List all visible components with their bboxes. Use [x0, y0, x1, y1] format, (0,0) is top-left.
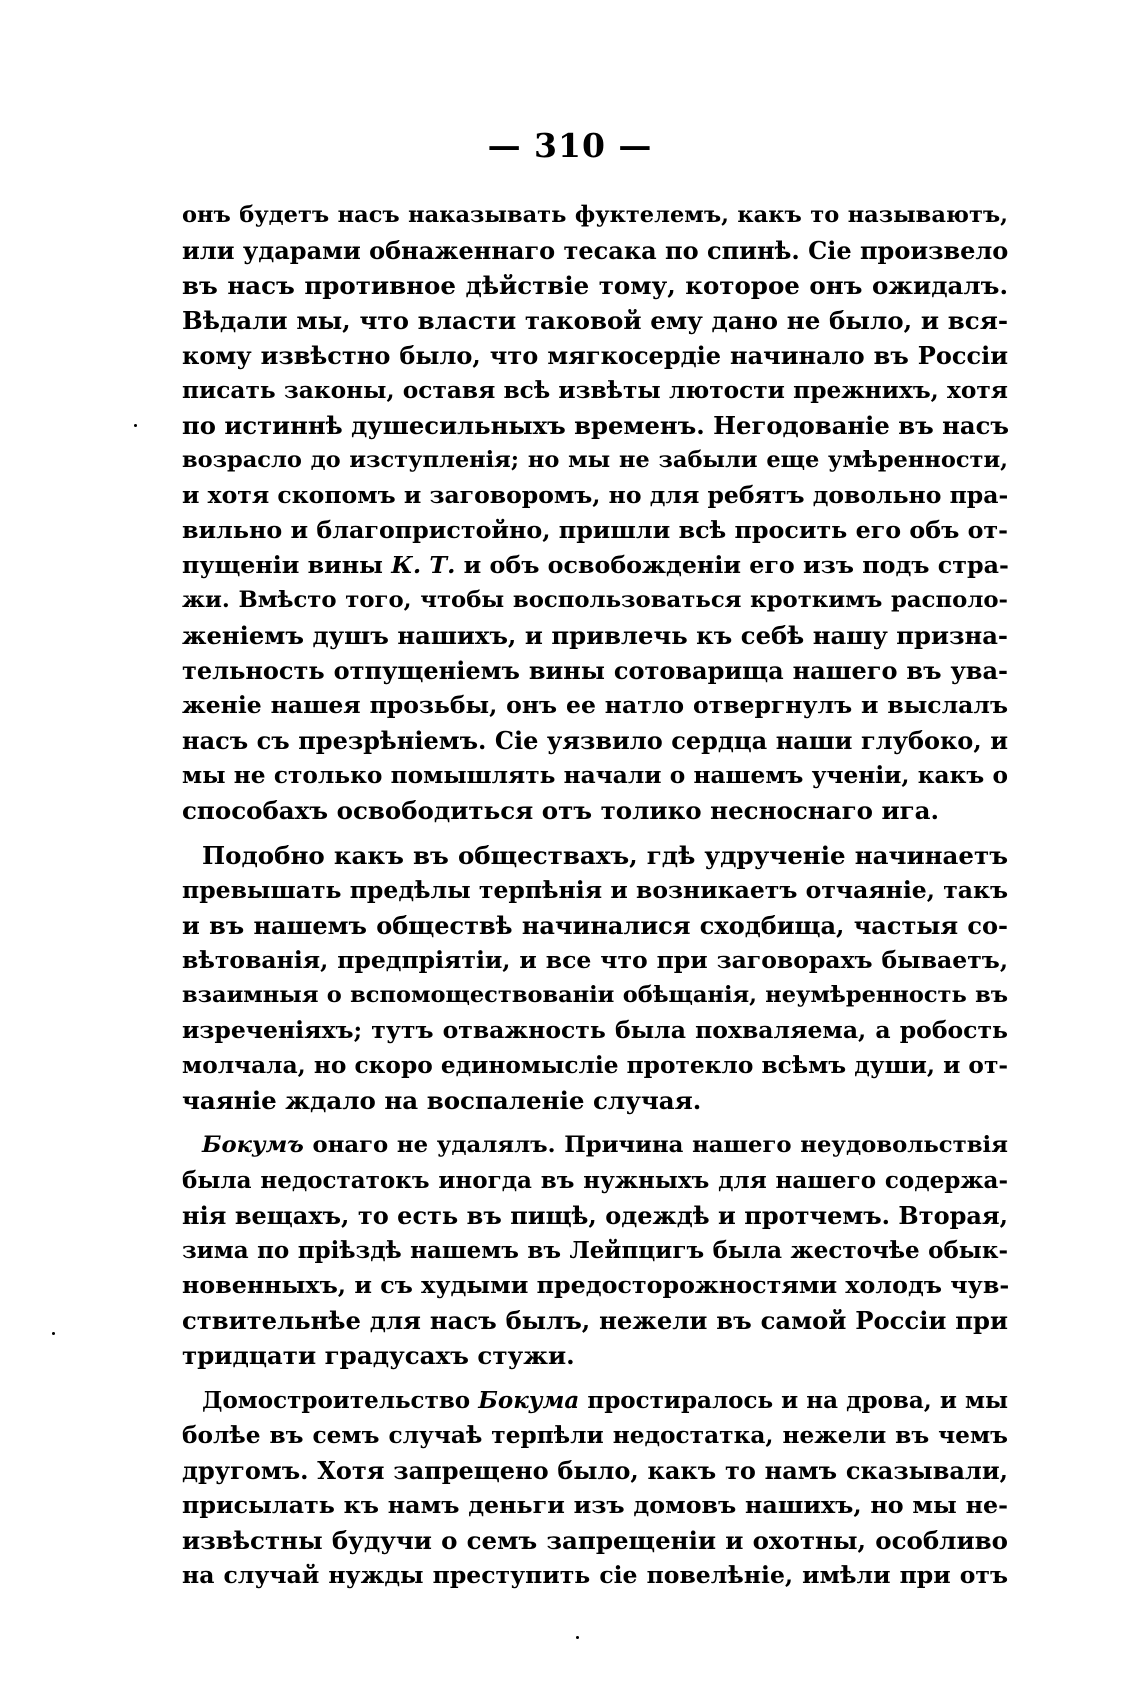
- text-line: вѣтованія, предпріятіи, и все что при заговорахъ бываетъ,: [182, 946, 1008, 974]
- text-line: была недостатокъ иногда въ нужныхъ для нашего содержа-: [182, 1167, 1008, 1194]
- text-line: Подобно какъ въ обществахъ, гдѣ удрученіе начинаетъ: [202, 841, 1008, 870]
- name-italic: Бокумъ: [202, 1132, 304, 1158]
- text-line: чаяніе ждало на воспаленіе случая.: [182, 1086, 702, 1115]
- text-line: присылать къ намъ деньги изъ домовъ нашихъ, но мы не-: [182, 1491, 1008, 1519]
- text-line: извѣстны будучи о семъ запрещеніи и охотны, особливо: [182, 1526, 1008, 1555]
- text-line: [182, 1128, 1008, 1163]
- text-segment: Домостроительство: [202, 1387, 479, 1414]
- text-line: зима по пріѣздѣ нашемъ въ Лейпцигъ была жесточѣе обык-: [182, 1237, 1008, 1264]
- text-line: [182, 548, 1008, 583]
- body-text: [182, 198, 1008, 1593]
- print-speck: [576, 1636, 579, 1639]
- text-line: вильно и благопристойно, пришли всѣ просить его объ от-: [182, 516, 1008, 544]
- text-line: и въ нашемъ обществѣ начиналися сходбища, частыя со-: [182, 911, 1008, 940]
- text-line: ствительнѣе для насъ былъ, нежели въ самой Россіи при: [182, 1306, 1008, 1335]
- paragraph-4: [182, 1383, 1008, 1593]
- text-line: нія вещахъ, то есть въ пищѣ, одеждѣ и протчемъ. Вторая,: [182, 1201, 1008, 1230]
- text-line: взаимныя о вспомоществованіи обѣщанія, неумѣренность въ: [182, 982, 1008, 1008]
- text-line: способахъ освободиться отъ толико несноснаго ига.: [182, 796, 940, 825]
- text-line: превышать предѣлы терпѣнія и возникаетъ отчаяніе, такъ: [182, 876, 1008, 904]
- text-line: Вѣдали мы, что власти таковой ему дано не было, и вся-: [182, 306, 1008, 335]
- text-line: тельность отпущеніемъ вины сотоварища нашего въ ува-: [182, 656, 1008, 685]
- text-line: или ударами обнаженнаго тесака по спинѣ. Сіе произвело: [182, 236, 1009, 265]
- text-line: молчала, но скоро единомысліе протекло всѣмъ души, и от-: [182, 1052, 1008, 1079]
- text-segment: пущеніи вины: [182, 551, 392, 579]
- text-line: насъ съ презрѣніемъ. Сіе уязвило сердца наши глубоко, и: [182, 726, 1008, 755]
- text-line: на случай нужды преступить сіе повелѣніе, имѣли при отъ: [182, 1561, 1008, 1589]
- text-line: [182, 1383, 1008, 1418]
- paragraph-3: [182, 1128, 1008, 1373]
- paragraph-2: [182, 838, 1008, 1118]
- text-line: другомъ. Хотя запрещено было, какъ то намъ сказывали,: [182, 1456, 1008, 1485]
- text-line: болѣе въ семъ случаѣ терпѣли недостатка, нежели въ чемъ: [182, 1422, 1008, 1449]
- paragraph-1: [182, 198, 1008, 828]
- text-line: возрасло до изступленія; но мы не забыли еще умѣренности,: [182, 447, 1008, 473]
- initials-italic: К. Т.: [391, 551, 456, 579]
- text-line: тридцати градусахъ стужи.: [182, 1341, 575, 1370]
- name-italic: Бокума: [478, 1387, 580, 1414]
- text-line: новенныхъ, и съ худыми предосторожностями холодъ чув-: [182, 1271, 1010, 1299]
- text-line: жи. Вмѣсто того, чтобы воспользоваться кроткимъ располо-: [182, 587, 1008, 613]
- text-segment: онаго не удалялъ. Причина нашего неудовольствія: [303, 1132, 1008, 1158]
- text-line: женіе нашея прозьбы, онъ ее натло отвергнулъ и выслалъ: [182, 691, 1008, 719]
- text-line: писать законы, оставя всѣ извѣты лютости прежнихъ, хотя: [182, 377, 1008, 404]
- page-number: — 310 —: [487, 126, 653, 165]
- text-line: въ насъ противное дѣйствіе тому, которое онъ ожидалъ.: [182, 271, 1008, 300]
- text-segment: простиралось и на дрова, и мы: [579, 1387, 1008, 1414]
- text-line: онъ будетъ насъ наказывать фуктелемъ, какъ то называютъ,: [182, 202, 1008, 228]
- print-speck: [52, 1332, 55, 1335]
- text-line: кому извѣстно было, что мягкосердіе начинало въ Россіи: [182, 341, 1008, 370]
- text-line: женіемъ душъ нашихъ, и привлечь къ себѣ нашу призна-: [182, 621, 1008, 650]
- text-line: мы не столько помышлять начали о нашемъ ученіи, какъ о: [182, 762, 1008, 789]
- text-line: изреченіяхъ; тутъ отважность была похваляема, а робость: [182, 1016, 1008, 1044]
- text-segment: и объ освобожденіи его изъ подъ стра-: [455, 551, 1009, 579]
- text-line: и хотя скопомъ и заговоромъ, но для ребятъ довольно пра-: [182, 481, 1009, 509]
- print-speck: [134, 424, 137, 427]
- text-line: по истиннѣ душесильныхъ временъ. Негодованіе въ насъ: [182, 411, 1009, 440]
